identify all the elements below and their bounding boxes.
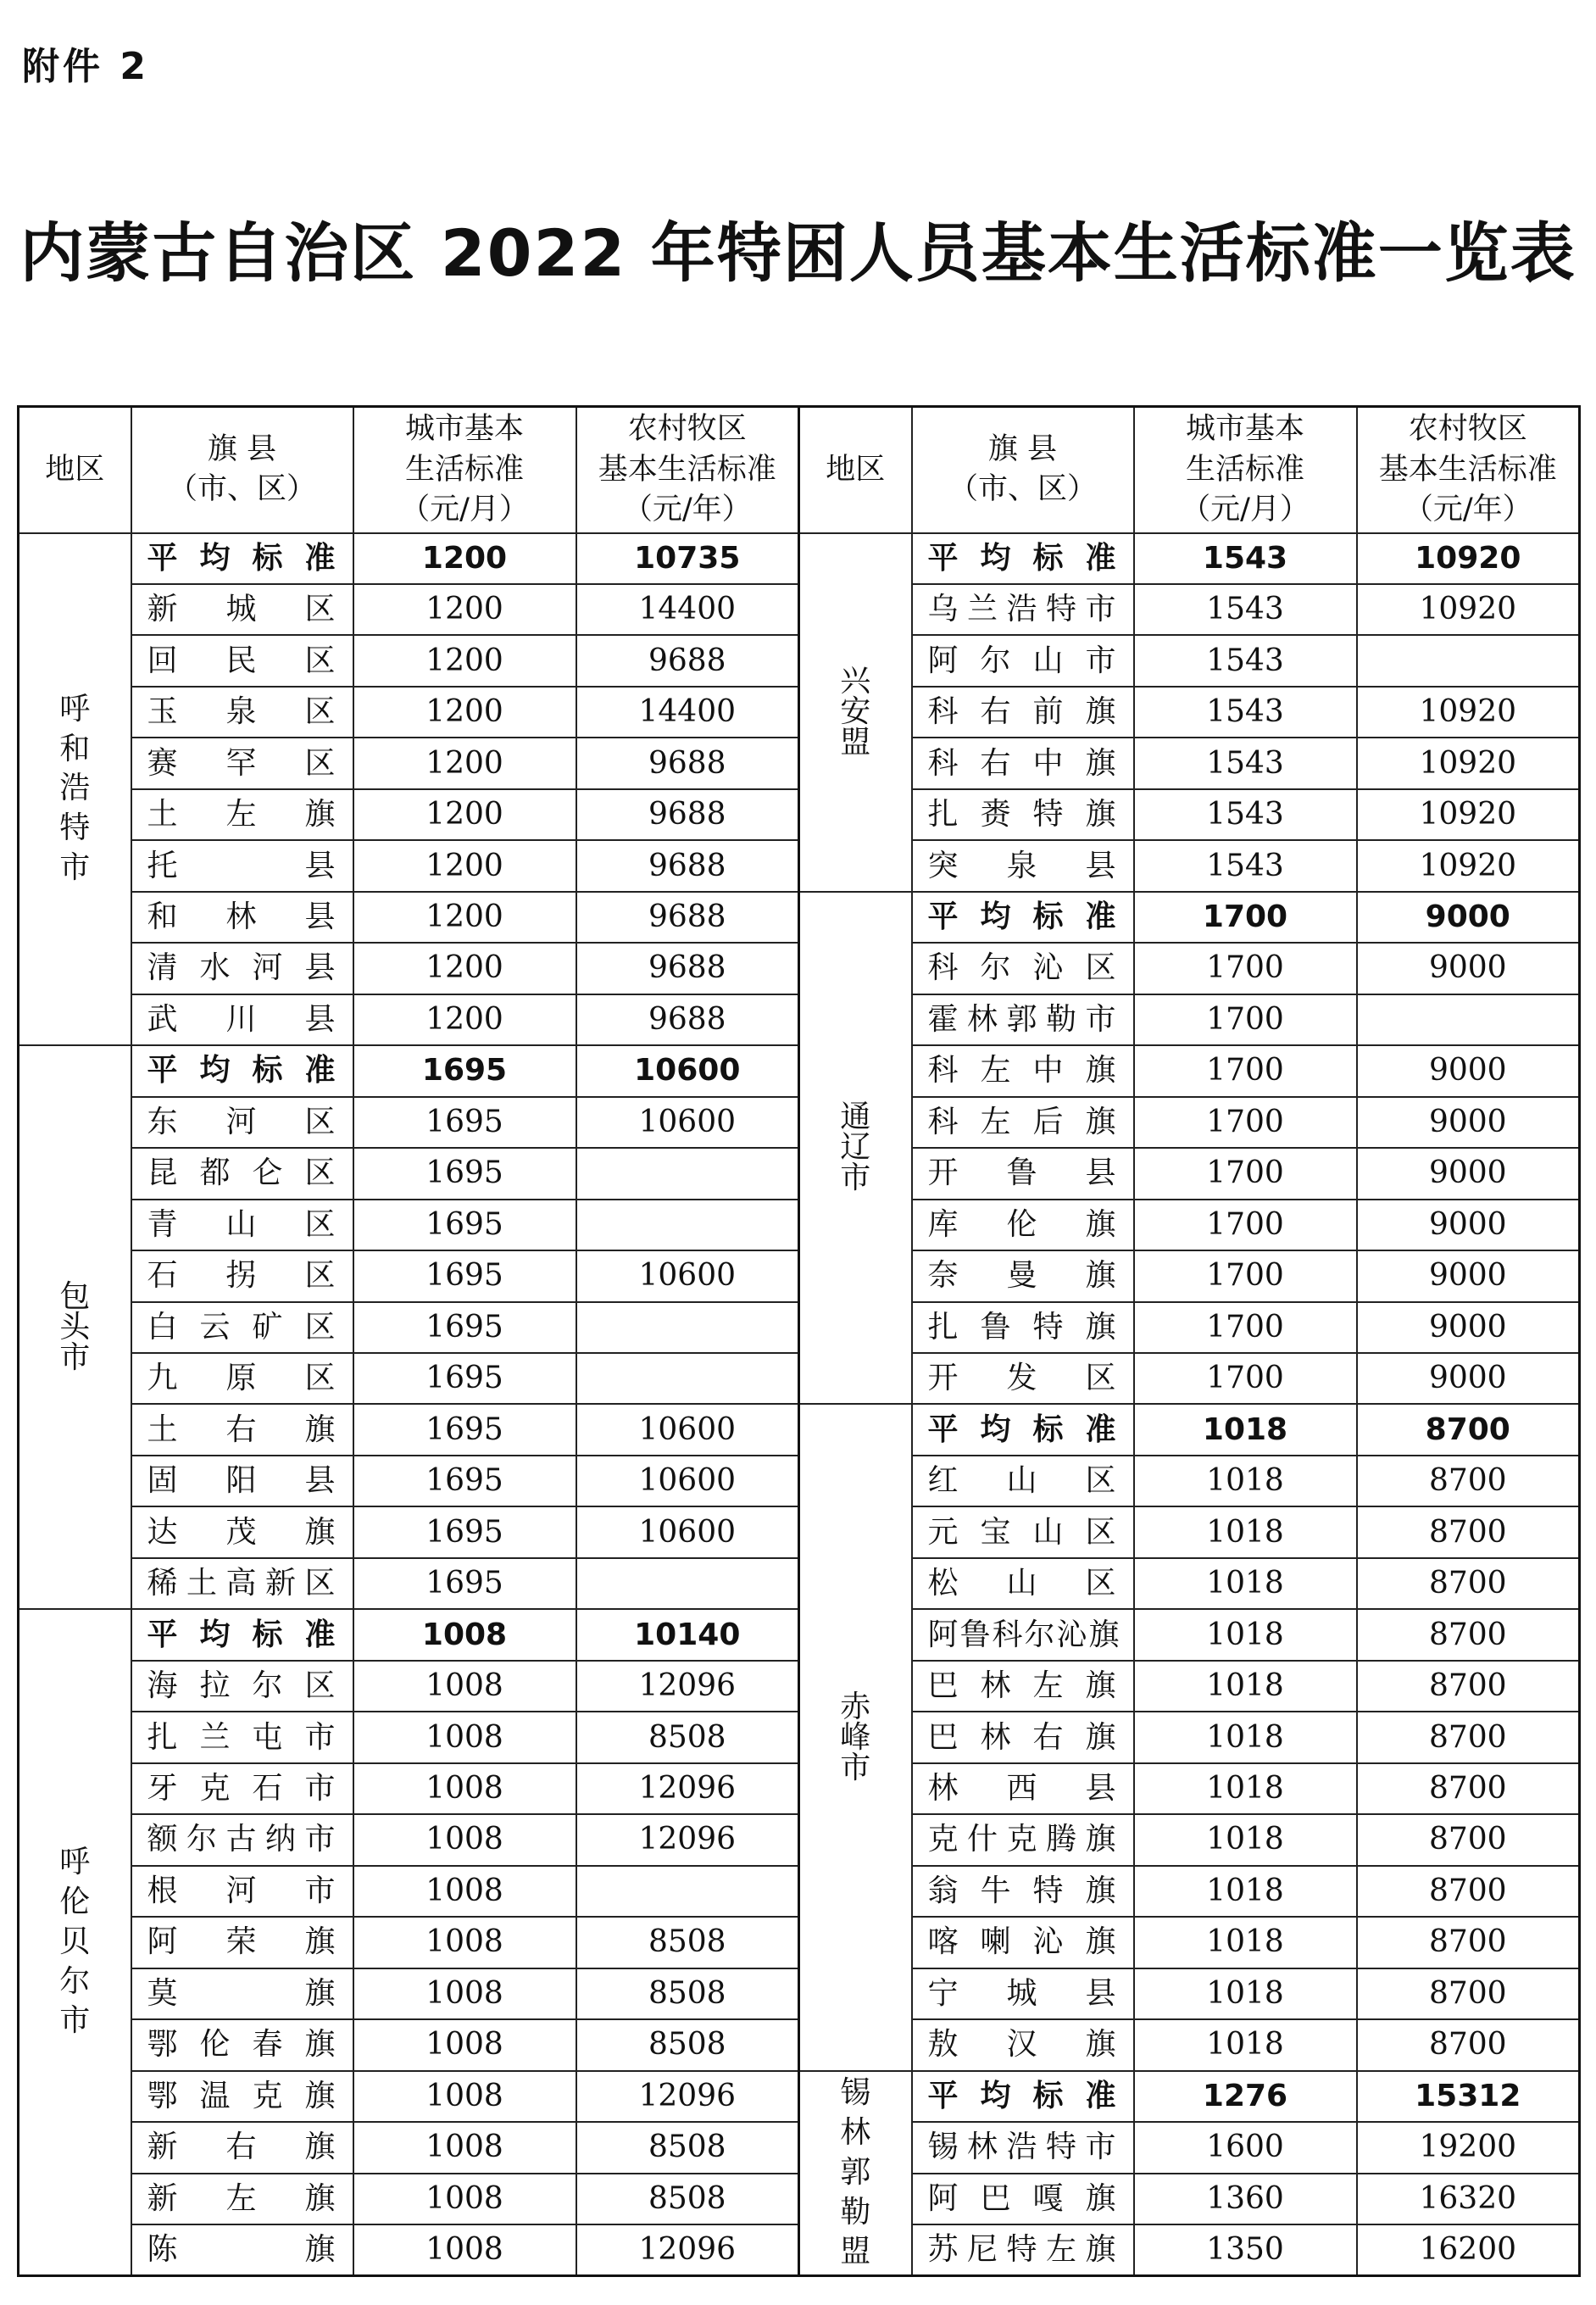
attachment-label: 附件 2 xyxy=(22,45,149,88)
average-label: 平均标准 xyxy=(131,1609,353,1660)
region-right-1: 通辽市 xyxy=(799,892,912,1405)
county-name: 乌兰浩特市 xyxy=(912,584,1134,635)
region-left-0: 呼和浩特市 xyxy=(19,533,131,1046)
urban-standard-value: 1018 xyxy=(1134,1866,1357,1917)
rural-standard-value: 9000 xyxy=(1357,892,1580,943)
rural-standard-value: 10920 xyxy=(1357,687,1580,738)
rural-standard-value: 12096 xyxy=(576,1814,799,1865)
urban-standard-value: 1276 xyxy=(1134,2071,1357,2122)
rural-standard-value: 8700 xyxy=(1357,1763,1580,1814)
county-name: 克什克腾旗 xyxy=(912,1814,1134,1865)
urban-standard-value: 1700 xyxy=(1134,1302,1357,1353)
county-name: 奈曼旗 xyxy=(912,1250,1134,1301)
urban-standard-value: 1700 xyxy=(1134,943,1357,994)
rural-standard-value xyxy=(576,1866,799,1917)
rural-standard-value: 12096 xyxy=(576,1763,799,1814)
rural-standard-value: 10920 xyxy=(1357,738,1580,788)
average-label: 平均标准 xyxy=(131,533,353,584)
urban-standard-value: 1695 xyxy=(353,1353,576,1404)
rural-standard-value xyxy=(576,1148,799,1199)
table-row xyxy=(19,533,1580,584)
header-rural-right: 农村牧区 基本生活标准 （元/年） xyxy=(1357,407,1580,533)
county-name: 翁牛特旗 xyxy=(912,1866,1134,1917)
rural-standard-value: 9688 xyxy=(576,840,799,891)
urban-standard-value: 1543 xyxy=(1134,635,1357,686)
county-name: 莫旗 xyxy=(131,1968,353,2019)
urban-standard-value: 1700 xyxy=(1134,1097,1357,1148)
urban-standard-value: 1008 xyxy=(353,1763,576,1814)
rural-standard-value: 8508 xyxy=(576,1712,799,1762)
rural-standard-value: 8700 xyxy=(1357,1609,1580,1660)
rural-standard-value: 8508 xyxy=(576,2122,799,2173)
urban-standard-value: 1018 xyxy=(1134,1609,1357,1660)
county-name: 鄂温克旗 xyxy=(131,2071,353,2122)
urban-standard-value: 1695 xyxy=(353,1456,576,1506)
urban-standard-value: 1018 xyxy=(1134,1661,1357,1712)
average-label: 平均标准 xyxy=(912,533,1134,584)
rural-standard-value: 8508 xyxy=(576,1968,799,2019)
urban-standard-value: 1695 xyxy=(353,1558,576,1609)
rural-standard-value xyxy=(576,1558,799,1609)
county-name: 石拐区 xyxy=(131,1250,353,1301)
region-right-0: 兴安盟 xyxy=(799,533,912,892)
urban-standard-value: 1200 xyxy=(353,892,576,943)
rural-standard-value: 14400 xyxy=(576,584,799,635)
urban-standard-value: 1200 xyxy=(353,738,576,788)
rural-standard-value: 8700 xyxy=(1357,1917,1580,1968)
urban-standard-value: 1543 xyxy=(1134,789,1357,840)
urban-standard-value: 1695 xyxy=(353,1200,576,1250)
urban-standard-value: 1008 xyxy=(353,2019,576,2070)
county-name: 红山区 xyxy=(912,1456,1134,1506)
rural-standard-value: 9000 xyxy=(1357,1302,1580,1353)
rural-standard-value: 19200 xyxy=(1357,2122,1580,2173)
rural-standard-value: 9688 xyxy=(576,635,799,686)
average-label: 平均标准 xyxy=(131,1045,353,1096)
urban-standard-value: 1018 xyxy=(1134,1763,1357,1814)
urban-standard-value: 1600 xyxy=(1134,2122,1357,2173)
urban-standard-value: 1695 xyxy=(353,1404,576,1455)
urban-standard-value: 1200 xyxy=(353,994,576,1045)
rural-standard-value: 8700 xyxy=(1357,2019,1580,2070)
urban-standard-value: 1008 xyxy=(353,2174,576,2224)
standards-table xyxy=(17,405,1581,2277)
urban-standard-value: 1200 xyxy=(353,635,576,686)
urban-standard-value: 1543 xyxy=(1134,738,1357,788)
rural-standard-value: 9000 xyxy=(1357,1148,1580,1199)
rural-standard-value: 12096 xyxy=(576,1661,799,1712)
rural-standard-value: 8508 xyxy=(576,1917,799,1968)
rural-standard-value: 16320 xyxy=(1357,2174,1580,2224)
rural-standard-value: 10600 xyxy=(576,1456,799,1506)
region-left-2: 呼伦贝尔市 xyxy=(19,1609,131,2275)
county-name: 苏尼特左旗 xyxy=(912,2224,1134,2275)
county-name: 新右旗 xyxy=(131,2122,353,2173)
county-name: 松山区 xyxy=(912,1558,1134,1609)
county-name: 突泉县 xyxy=(912,840,1134,891)
rural-standard-value xyxy=(1357,994,1580,1045)
rural-standard-value: 10600 xyxy=(576,1506,799,1557)
county-name: 敖汉旗 xyxy=(912,2019,1134,2070)
rural-standard-value: 10140 xyxy=(576,1609,799,1660)
urban-standard-value: 1008 xyxy=(353,1712,576,1762)
header-region: 地区 xyxy=(19,407,131,533)
county-name: 陈旗 xyxy=(131,2224,353,2275)
rural-standard-value: 8508 xyxy=(576,2174,799,2224)
urban-standard-value: 1008 xyxy=(353,2224,576,2275)
urban-standard-value: 1018 xyxy=(1134,1558,1357,1609)
urban-standard-value: 1200 xyxy=(353,584,576,635)
urban-standard-value: 1695 xyxy=(353,1506,576,1557)
rural-standard-value: 9688 xyxy=(576,789,799,840)
county-name: 回民区 xyxy=(131,635,353,686)
rural-standard-value: 8700 xyxy=(1357,1968,1580,2019)
county-name: 根河市 xyxy=(131,1866,353,1917)
county-name: 锡林浩特市 xyxy=(912,2122,1134,2173)
urban-standard-value: 1350 xyxy=(1134,2224,1357,2275)
county-name: 开发区 xyxy=(912,1353,1134,1404)
urban-standard-value: 1700 xyxy=(1134,994,1357,1045)
rural-standard-value xyxy=(576,1302,799,1353)
urban-standard-value: 1018 xyxy=(1134,1968,1357,2019)
county-name: 牙克石市 xyxy=(131,1763,353,1814)
county-name: 科左中旗 xyxy=(912,1045,1134,1096)
urban-standard-value: 1543 xyxy=(1134,840,1357,891)
urban-standard-value: 1200 xyxy=(353,943,576,994)
urban-standard-value: 1360 xyxy=(1134,2174,1357,2224)
urban-standard-value: 1008 xyxy=(353,1661,576,1712)
county-name: 固阳县 xyxy=(131,1456,353,1506)
header-urban: 城市基本 生活标准 （元/月） xyxy=(353,407,576,533)
header-region-right: 地区 xyxy=(799,407,912,533)
region-right-3: 锡林郭勒盟 xyxy=(799,2071,912,2276)
county-name: 清水河县 xyxy=(131,943,353,994)
header-rural: 农村牧区 基本生活标准 （元/年） xyxy=(576,407,799,533)
rural-standard-value: 9688 xyxy=(576,994,799,1045)
county-name: 巴林左旗 xyxy=(912,1661,1134,1712)
urban-standard-value: 1695 xyxy=(353,1250,576,1301)
county-name: 鄂伦春旗 xyxy=(131,2019,353,2070)
urban-standard-value: 1700 xyxy=(1134,1200,1357,1250)
county-name: 赛罕区 xyxy=(131,738,353,788)
county-name: 宁城县 xyxy=(912,1968,1134,2019)
rural-standard-value xyxy=(576,1200,799,1250)
county-name: 阿尔山市 xyxy=(912,635,1134,686)
region-right-2: 赤峰市 xyxy=(799,1404,912,2070)
urban-standard-value: 1543 xyxy=(1134,533,1357,584)
rural-standard-value: 8508 xyxy=(576,2019,799,2070)
rural-standard-value xyxy=(1357,635,1580,686)
header-county-right: 旗 县 （市、区） xyxy=(912,407,1134,533)
rural-standard-value: 9000 xyxy=(1357,1045,1580,1096)
rural-standard-value: 12096 xyxy=(576,2071,799,2122)
urban-standard-value: 1543 xyxy=(1134,584,1357,635)
county-name: 达茂旗 xyxy=(131,1506,353,1557)
rural-standard-value: 8700 xyxy=(1357,1712,1580,1762)
urban-standard-value: 1018 xyxy=(1134,1456,1357,1506)
rural-standard-value: 8700 xyxy=(1357,1558,1580,1609)
county-name: 巴林右旗 xyxy=(912,1712,1134,1762)
rural-standard-value: 10600 xyxy=(576,1250,799,1301)
county-name: 青山区 xyxy=(131,1200,353,1250)
urban-standard-value: 1700 xyxy=(1134,1148,1357,1199)
urban-standard-value: 1018 xyxy=(1134,1917,1357,1968)
county-name: 阿巴嘎旗 xyxy=(912,2174,1134,2224)
county-name: 科右前旗 xyxy=(912,687,1134,738)
urban-standard-value: 1018 xyxy=(1134,1506,1357,1557)
county-name: 土左旗 xyxy=(131,789,353,840)
rural-standard-value: 8700 xyxy=(1357,1814,1580,1865)
table-row xyxy=(19,2071,1580,2122)
county-name: 托县 xyxy=(131,840,353,891)
average-label: 平均标准 xyxy=(912,892,1134,943)
rural-standard-value: 10735 xyxy=(576,533,799,584)
county-name: 扎鲁特旗 xyxy=(912,1302,1134,1353)
county-name: 武川县 xyxy=(131,994,353,1045)
header-row xyxy=(19,407,1580,533)
rural-standard-value: 12096 xyxy=(576,2224,799,2275)
rural-standard-value: 16200 xyxy=(1357,2224,1580,2275)
county-name: 新左旗 xyxy=(131,2174,353,2224)
county-name: 科右中旗 xyxy=(912,738,1134,788)
rural-standard-value: 9000 xyxy=(1357,1097,1580,1148)
urban-standard-value: 1700 xyxy=(1134,892,1357,943)
urban-standard-value: 1018 xyxy=(1134,1404,1357,1455)
document-title: 内蒙古自治区 2022 年特困人员基本生活标准一览表 xyxy=(19,215,1577,291)
urban-standard-value: 1018 xyxy=(1134,1814,1357,1865)
urban-standard-value: 1008 xyxy=(353,1917,576,1968)
rural-standard-value: 15312 xyxy=(1357,2071,1580,2122)
rural-standard-value: 8700 xyxy=(1357,1506,1580,1557)
rural-standard-value xyxy=(576,1353,799,1404)
rural-standard-value: 10920 xyxy=(1357,840,1580,891)
county-name: 扎兰屯市 xyxy=(131,1712,353,1762)
county-name: 新城区 xyxy=(131,584,353,635)
county-name: 扎赉特旗 xyxy=(912,789,1134,840)
rural-standard-value: 8700 xyxy=(1357,1404,1580,1455)
rural-standard-value: 10920 xyxy=(1357,533,1580,584)
county-name: 科左后旗 xyxy=(912,1097,1134,1148)
urban-standard-value: 1008 xyxy=(353,2122,576,2173)
county-name: 东河区 xyxy=(131,1097,353,1148)
urban-standard-value: 1008 xyxy=(353,1866,576,1917)
rural-standard-value: 9688 xyxy=(576,738,799,788)
urban-standard-value: 1543 xyxy=(1134,687,1357,738)
county-name: 额尔古纳市 xyxy=(131,1814,353,1865)
county-name: 土右旗 xyxy=(131,1404,353,1455)
urban-standard-value: 1200 xyxy=(353,533,576,584)
county-name: 开鲁县 xyxy=(912,1148,1134,1199)
county-name: 海拉尔区 xyxy=(131,1661,353,1712)
urban-standard-value: 1008 xyxy=(353,1968,576,2019)
county-name: 玉泉区 xyxy=(131,687,353,738)
county-name: 阿荣旗 xyxy=(131,1917,353,1968)
county-name: 霍林郭勒市 xyxy=(912,994,1134,1045)
average-label: 平均标准 xyxy=(912,1404,1134,1455)
region-left-1: 包头市 xyxy=(19,1045,131,1609)
urban-standard-value: 1200 xyxy=(353,840,576,891)
urban-standard-value: 1695 xyxy=(353,1097,576,1148)
rural-standard-value: 8700 xyxy=(1357,1456,1580,1506)
rural-standard-value: 9000 xyxy=(1357,943,1580,994)
urban-standard-value: 1018 xyxy=(1134,2019,1357,2070)
table-row xyxy=(19,892,1580,943)
county-name: 林西县 xyxy=(912,1763,1134,1814)
rural-standard-value: 10920 xyxy=(1357,584,1580,635)
rural-standard-value: 9688 xyxy=(576,943,799,994)
rural-standard-value: 8700 xyxy=(1357,1661,1580,1712)
county-name: 昆都仑区 xyxy=(131,1148,353,1199)
county-name: 九原区 xyxy=(131,1353,353,1404)
rural-standard-value: 9000 xyxy=(1357,1250,1580,1301)
average-label: 平均标准 xyxy=(912,2071,1134,2122)
rural-standard-value: 10600 xyxy=(576,1045,799,1096)
county-name: 阿鲁科尔沁旗 xyxy=(912,1609,1134,1660)
county-name: 科尔沁区 xyxy=(912,943,1134,994)
urban-standard-value: 1018 xyxy=(1134,1712,1357,1762)
urban-standard-value: 1008 xyxy=(353,1609,576,1660)
rural-standard-value: 10920 xyxy=(1357,789,1580,840)
header-urban-right: 城市基本 生活标准 （元/月） xyxy=(1134,407,1357,533)
county-name: 库伦旗 xyxy=(912,1200,1134,1250)
county-name: 稀土高新区 xyxy=(131,1558,353,1609)
urban-standard-value: 1008 xyxy=(353,1814,576,1865)
urban-standard-value: 1008 xyxy=(353,2071,576,2122)
rural-standard-value: 10600 xyxy=(576,1097,799,1148)
rural-standard-value: 9000 xyxy=(1357,1353,1580,1404)
urban-standard-value: 1695 xyxy=(353,1302,576,1353)
county-name: 喀喇沁旗 xyxy=(912,1917,1134,1968)
urban-standard-value: 1695 xyxy=(353,1148,576,1199)
urban-standard-value: 1700 xyxy=(1134,1045,1357,1096)
urban-standard-value: 1700 xyxy=(1134,1250,1357,1301)
rural-standard-value: 9000 xyxy=(1357,1200,1580,1250)
table-row xyxy=(19,1404,1580,1455)
rural-standard-value: 9688 xyxy=(576,892,799,943)
rural-standard-value: 8700 xyxy=(1357,1866,1580,1917)
rural-standard-value: 10600 xyxy=(576,1404,799,1455)
rural-standard-value: 14400 xyxy=(576,687,799,738)
urban-standard-value: 1700 xyxy=(1134,1353,1357,1404)
county-name: 和林县 xyxy=(131,892,353,943)
urban-standard-value: 1200 xyxy=(353,687,576,738)
county-name: 元宝山区 xyxy=(912,1506,1134,1557)
header-county: 旗 县 （市、区） xyxy=(131,407,353,533)
urban-standard-value: 1695 xyxy=(353,1045,576,1096)
county-name: 白云矿区 xyxy=(131,1302,353,1353)
urban-standard-value: 1200 xyxy=(353,789,576,840)
